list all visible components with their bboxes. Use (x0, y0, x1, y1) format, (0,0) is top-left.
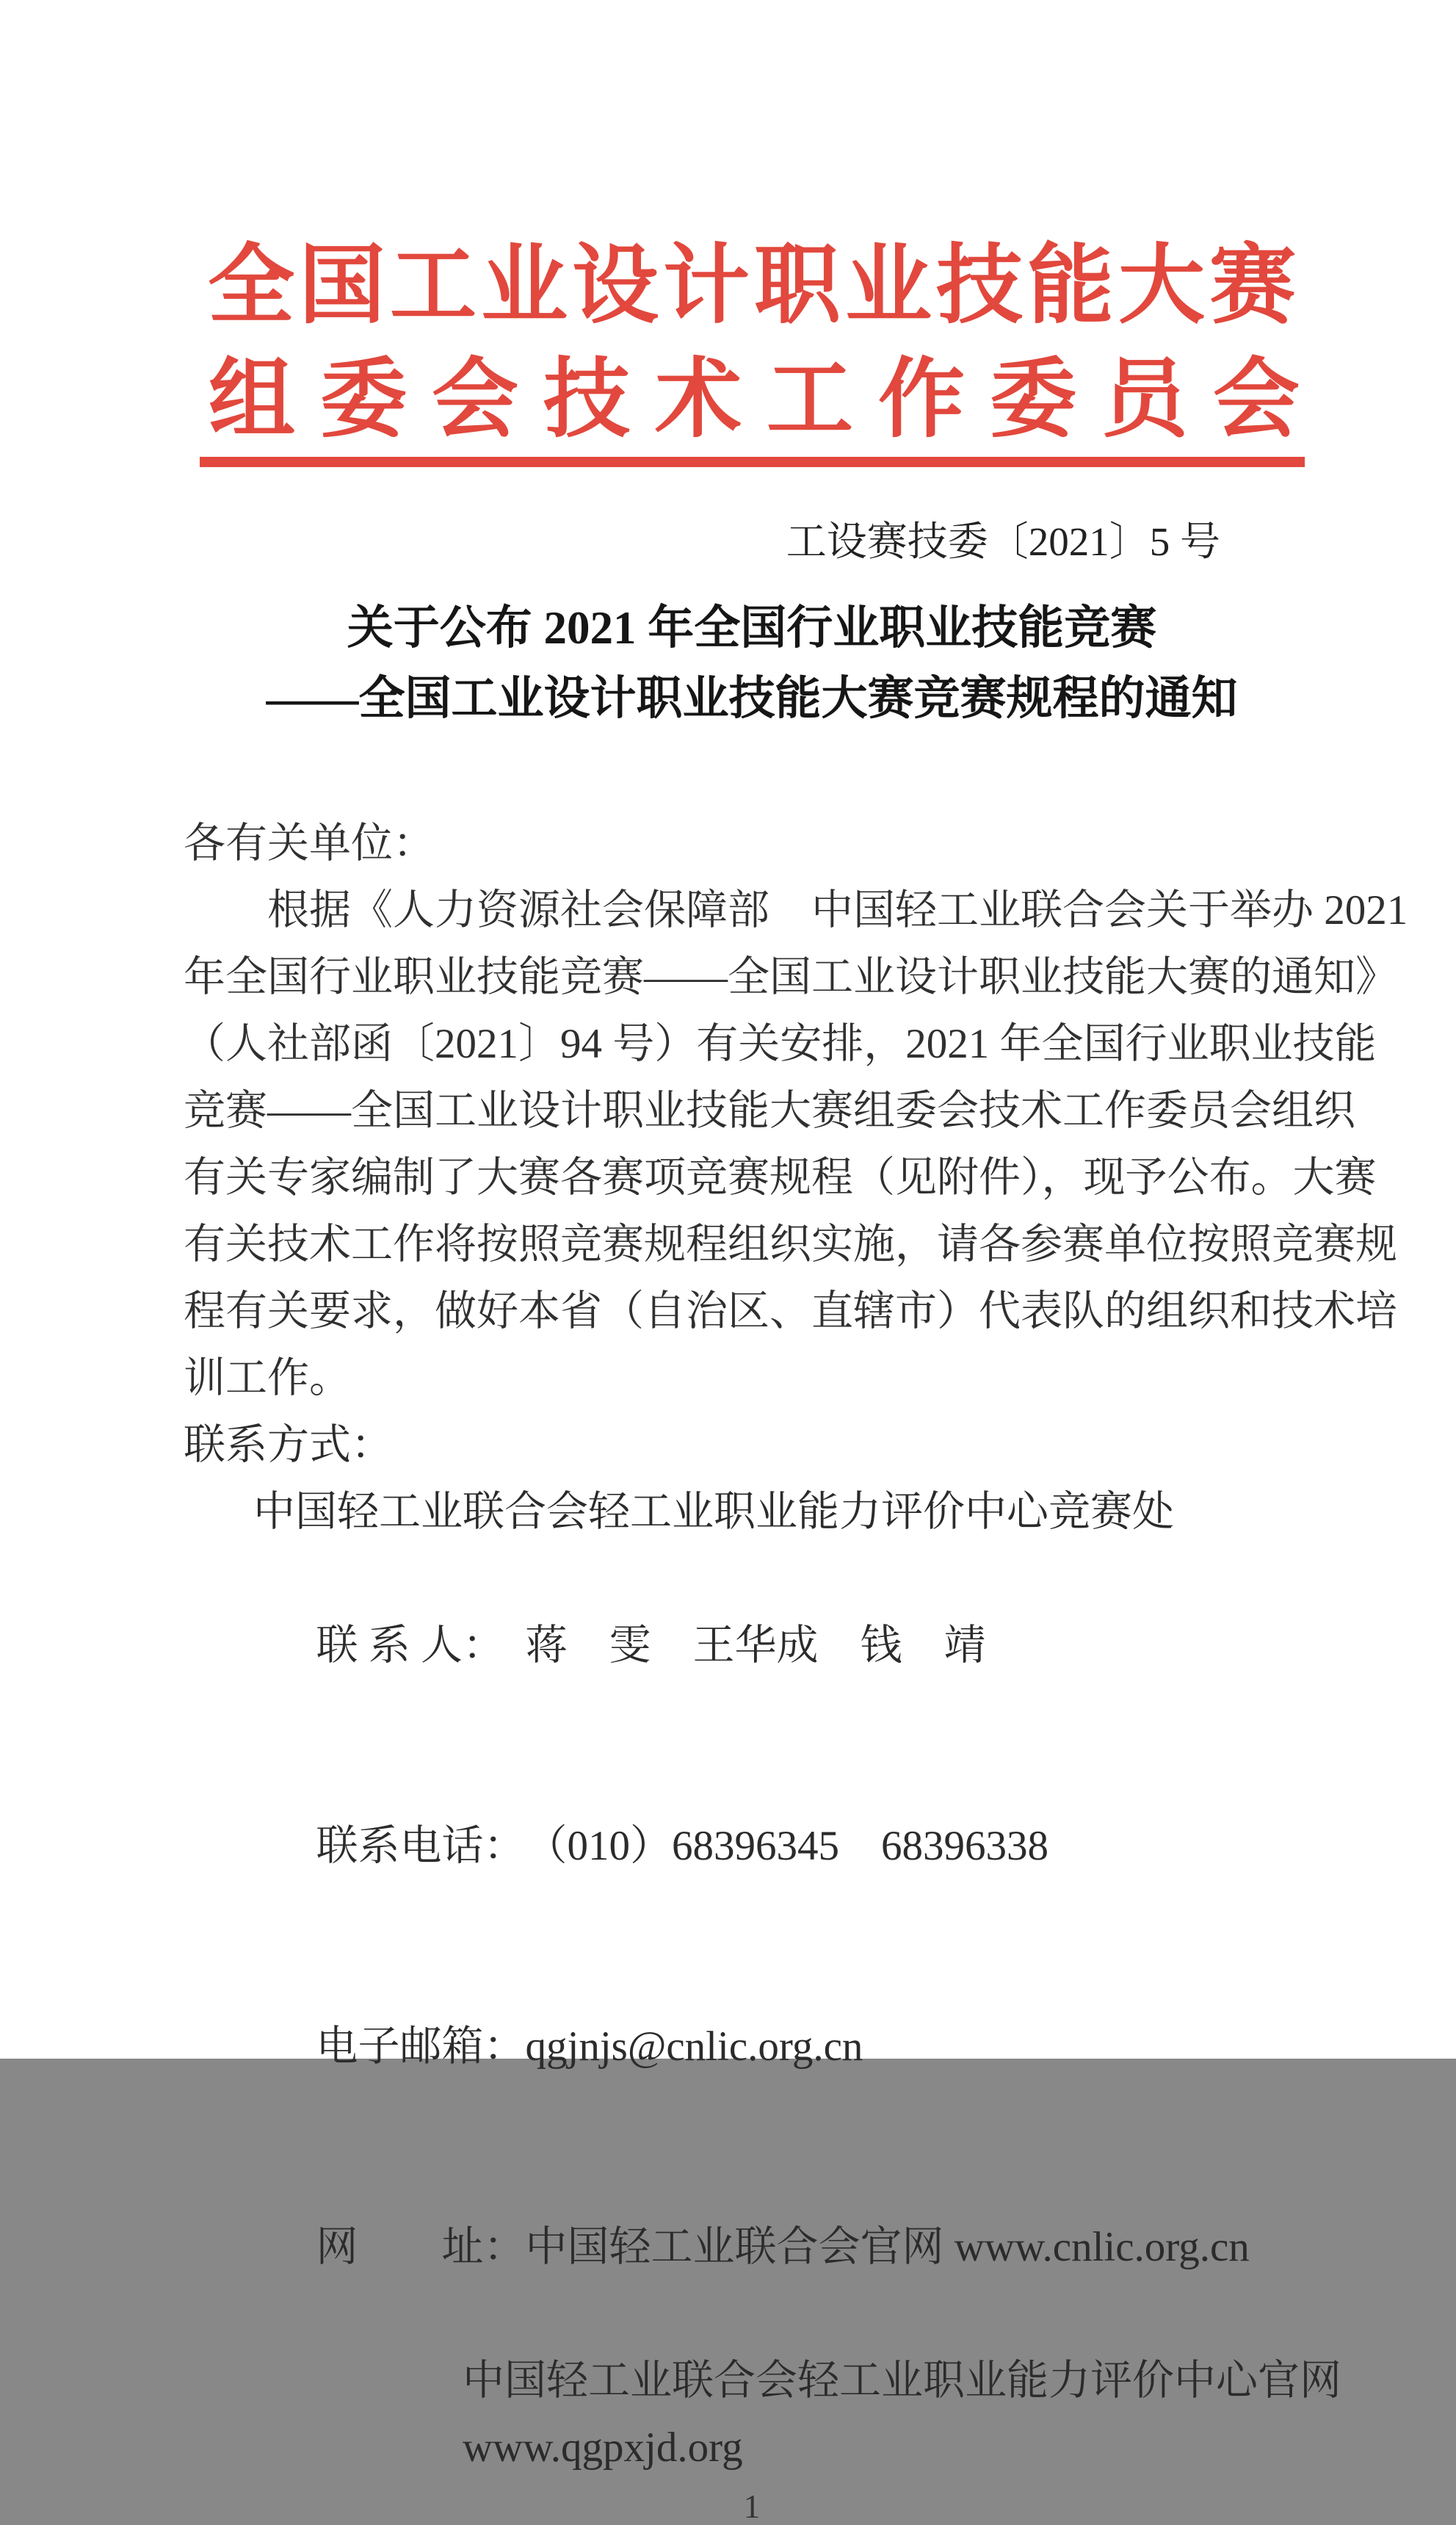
notice-title-line-1: 关于公布 2021 年全国行业职业技能竞赛 (347, 602, 1157, 654)
contact-phone-numbers: （010）68396345 68396338 (525, 1823, 1048, 1869)
contact-website-primary: 中国轻工业联合会官网 www.cnlic.org.cn (525, 2224, 1250, 2270)
body-line: 根据《人力资源社会保障部 中国轻工业联合会关于举办 2021 (267, 887, 1408, 933)
contact-website-secondary-name: 中国轻工业联合会轻工业职业能力评价中心官网 (463, 2358, 1341, 2404)
contact-website-secondary-url: www.qgpxjd.org (463, 2424, 743, 2471)
contact-phone-row (184, 1746, 1320, 1946)
contact-info-block (184, 1412, 1341, 2481)
contact-email-row (184, 1946, 1320, 2147)
letterhead-line-1: 全国工业设计职业技能大赛 (207, 238, 1300, 334)
body-line: 竞赛——全国工业设计职业技能大赛组委会技术工作委员会组织 (184, 1088, 1355, 1134)
red-divider-rule (200, 457, 1305, 467)
body-line: 程有关要求，做好本省（自治区、直辖市）代表队的组织和技术培 (184, 1288, 1397, 1334)
contact-website-label: 网 址： (316, 2224, 526, 2270)
notice-body (184, 810, 1408, 1412)
body-line: （人社部函〔2021〕94 号）有关安排，2021 年全国行业职业技能 (184, 1021, 1377, 1067)
notice-title-line-2: ——全国工业设计职业技能大赛竞赛规程的通知 (266, 673, 1238, 724)
contact-heading: 联系方式： (184, 1422, 393, 1468)
contact-person-label: 联 系 人： (316, 1622, 504, 1669)
contact-organization: 中国轻工业联合会轻工业职业能力评价中心竞赛处 (253, 1489, 1174, 1535)
contact-email-label: 电子邮箱： (316, 2023, 526, 2070)
contact-person-names: 蒋 雯 王华成 钱 靖 (525, 1622, 986, 1669)
page-number: 1 (743, 2488, 761, 2525)
letterhead-line-2: 组委会技术工作委员会 (209, 352, 1325, 448)
notice-title (184, 593, 1320, 734)
contact-phone-label: 联系电话： (316, 1823, 526, 1869)
body-line: 有关专家编制了大赛各赛项竞赛规程（见附件），现予公布。大赛 (184, 1155, 1377, 1201)
red-letterhead (184, 0, 1325, 457)
body-line: 训工作。 (184, 1355, 351, 1401)
body-line: 有关技术工作将按照竞赛规程组织实施，请各参赛单位按照竞赛规 (184, 1221, 1397, 1268)
contact-person-row (184, 1545, 1320, 1746)
salutation-line: 各有关单位： (184, 820, 435, 867)
contact-email-address: qgjnjs@cnlic.org.cn (525, 2023, 863, 2070)
body-line: 年全国行业职业技能竞赛——全国工业设计职业技能大赛的通知》 (184, 954, 1397, 1000)
contact-website-row (184, 2147, 1320, 2347)
document-reference-number: 工设赛技委〔2021〕5 号 (786, 519, 1220, 564)
